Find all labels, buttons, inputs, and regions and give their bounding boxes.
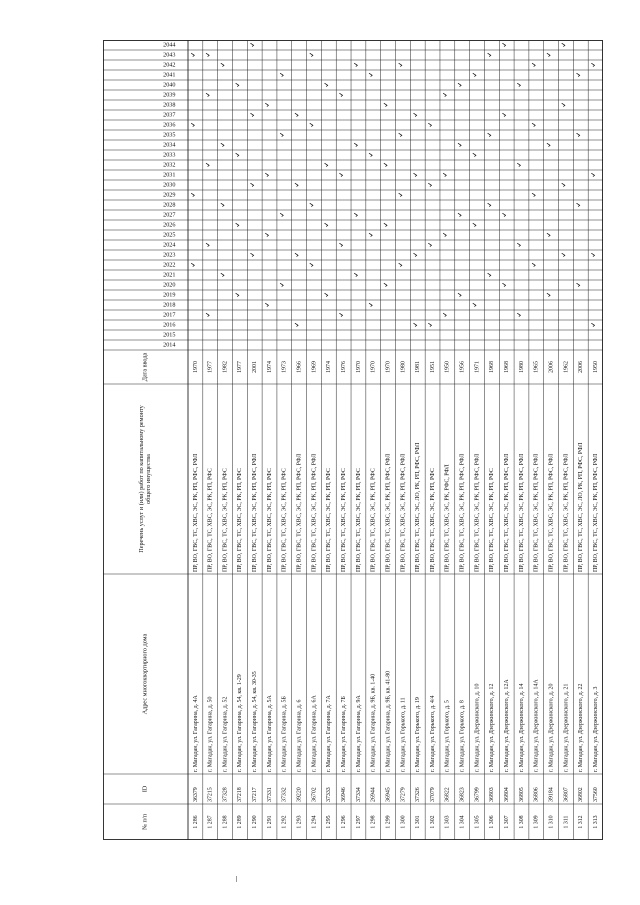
check-mark [384, 283, 387, 286]
cell-num: 1 313 [592, 815, 599, 829]
cell-num: 1 291 [266, 815, 273, 829]
cell-num: 1 290 [252, 815, 259, 829]
header-year: 2043 [163, 51, 176, 59]
check-mark [577, 73, 580, 76]
cell-id: 36803 [489, 787, 496, 802]
check-mark [488, 53, 491, 56]
check-mark [591, 173, 594, 176]
cell-services: ПР, ВО, ГВС, ТС, ХВС, ЭС, РК, РП, РФС [326, 468, 333, 572]
cell-services: ПР, ВО, ГВС, ТС, ХВС, ЭС, РК, РП, РФС, РФЛ [474, 453, 481, 572]
check-mark [206, 243, 209, 246]
check-mark [265, 233, 268, 236]
cell-address: г. Магадан, ул. Гагарина, д. 6 [296, 699, 303, 772]
cell-id: 36946 [340, 787, 347, 802]
header-date: Дата ввода [141, 352, 149, 382]
cell-services: ПР, ВО, ГВС, ТС, ХВС, ЭС, РК, РП, РФС, РФЛ [533, 453, 540, 572]
check-mark [250, 113, 253, 116]
cell-address: г. Магадан, ул. Горького, д. 4/4 [429, 695, 436, 772]
check-mark [310, 263, 313, 266]
cell-num: 1 289 [237, 815, 244, 829]
check-mark [325, 83, 328, 86]
cell-date: 1981 [415, 361, 422, 373]
table-border [104, 41, 603, 840]
cell-address: г. Магадан, ул. Дзержинского, д. 3 [592, 686, 599, 772]
header-year: 2022 [163, 261, 176, 269]
check-mark [547, 143, 550, 146]
cell-services: ПР, ВО, ГВС, ТС, ХВС, ЭС, РК, РП, РФС [489, 468, 496, 572]
cell-address: г. Магадан, ул. Гагарина, д. 5А [266, 695, 273, 772]
cell-date: 1968 [489, 361, 496, 373]
cell-id: 36805 [518, 787, 525, 802]
check-mark [339, 313, 342, 316]
cell-id: 26944 [370, 787, 377, 802]
check-mark [399, 63, 402, 66]
check-mark [517, 243, 520, 246]
cell-date: 1968 [504, 361, 511, 373]
check-mark [502, 113, 505, 116]
header-year: 2019 [163, 291, 176, 299]
check-mark [236, 293, 239, 296]
cell-date: 2006 [578, 361, 585, 373]
check-mark [384, 103, 387, 106]
check-mark [428, 123, 431, 126]
check-mark [413, 173, 416, 176]
cell-services: ПР, ВО, ГВС, ТС, ХВС, ЭС, РК, РП, РФС, РФЛ [252, 453, 259, 572]
check-mark [310, 203, 313, 206]
page-mark [236, 876, 237, 882]
check-mark [488, 203, 491, 206]
cell-services: ПР, ВО, ГВС, ТС, ХВС, ЭС, РК, РП, РФС [340, 468, 347, 572]
header-year: 2029 [163, 191, 176, 199]
header-year: 2041 [163, 71, 176, 79]
check-mark [250, 183, 253, 186]
check-mark [458, 83, 461, 86]
check-mark [473, 223, 476, 226]
cell-services: ПР, ВО, ГВС, ТС, ХВС, ЭС, РК, РП, РФС, РФЛ [592, 453, 599, 572]
check-mark [280, 73, 283, 76]
cell-services: ПР, ВО, ГВС, ТС, ХВС, ЭС, РК, РФС, РФЛ [444, 464, 451, 572]
header-num: № п/п [141, 814, 149, 830]
check-mark [532, 263, 535, 266]
check-mark [473, 73, 476, 76]
cell-num: 1 301 [415, 815, 422, 829]
check-mark [517, 163, 520, 166]
check-mark [369, 233, 372, 236]
cell-services: ПР, ВО, ГВС, ТС, ХВС, ЭС, РК, РП, РФС, РФЛ [563, 453, 570, 572]
check-mark [473, 303, 476, 306]
cell-services: ПР, ВО, ГВС, ТС, ХВС, ЭС, РК, РП, РФС, РФЛ [311, 453, 318, 572]
cell-address: г. Магадан, ул. Гагарина, д. 50 [207, 696, 214, 772]
check-mark [473, 153, 476, 156]
check-mark [413, 323, 416, 326]
cell-id: 37218 [237, 787, 244, 802]
cell-address: г. Магадан, ул. Дзержинского, д. 12А [504, 679, 511, 772]
check-mark [443, 233, 446, 236]
check-mark [458, 293, 461, 296]
cell-date: 1962 [563, 361, 570, 373]
cell-date: 1976 [340, 361, 347, 373]
check-mark [325, 293, 328, 296]
check-mark [413, 253, 416, 256]
check-mark [577, 133, 580, 136]
header-year: 2024 [163, 241, 176, 249]
cell-num: 1 286 [192, 815, 199, 829]
cell-id: 37560 [592, 787, 599, 802]
cell-date: 2006 [548, 361, 555, 373]
check-mark [428, 243, 431, 246]
check-mark [532, 63, 535, 66]
cell-date: 1982 [222, 361, 229, 373]
cell-id: 36702 [311, 787, 318, 802]
header-year: 2026 [163, 221, 176, 229]
cell-services: ПР, ВО, ГВС, ТС, ХВС, ЭС, РК, РП, РФС [429, 468, 436, 572]
cell-address: г. Магадан, ул. Гагарина, д. 7А [326, 695, 333, 772]
cell-address: г. Магадан, ул. Гагарина, д. 54, кв. 1-29 [237, 674, 244, 772]
cell-services: ПР, ВО, ГВС, ТС, ХВС, ЭС, РК, РП, РФС [355, 468, 362, 572]
cell-services: ПР, ВО, ГВС, ТС, ХВС, ЭС, РК, РП, РФС [281, 468, 288, 572]
check-mark [310, 53, 313, 56]
cell-services: ПР, ВО, ГВС, ТС, ХВС, ЭС, РК, РП, РФС, РФЛ [296, 453, 303, 572]
cell-date: 1970 [355, 361, 362, 373]
cell-id: 37333 [326, 787, 333, 802]
check-mark [547, 293, 550, 296]
cell-num: 1 295 [326, 815, 333, 829]
header-year: 2017 [163, 311, 176, 319]
check-mark [517, 313, 520, 316]
check-mark [191, 53, 194, 56]
cell-id: 36379 [192, 787, 199, 802]
check-mark [236, 83, 239, 86]
cell-address: г. Магадан, ул. Дзержинского, д. 12 [489, 683, 496, 772]
header-year: 2034 [163, 141, 176, 149]
cell-num: 1 303 [444, 815, 451, 829]
cell-services: ПР, ВО, ГВС, ТС, ХВС, ЭС, РК, РП, РФС, РФЛ [459, 453, 466, 572]
check-mark [354, 63, 357, 66]
header-year: 2040 [163, 81, 176, 89]
cell-num: 1 288 [222, 815, 229, 829]
cell-address: г. Магадан, ул. Гагарина, д. 5Б [281, 696, 288, 772]
check-mark [265, 103, 268, 106]
cell-num: 1 306 [489, 815, 496, 829]
check-mark [221, 143, 224, 146]
cell-services: ПР, ВО, ГВС, ТС, ХВС, ЭС, РК, РП, РФС, РФЛ [385, 453, 392, 572]
header-year: 2021 [163, 271, 176, 279]
check-mark [295, 113, 298, 116]
cell-id: 36807 [563, 787, 570, 802]
cell-id: 39184 [548, 787, 555, 802]
check-mark [399, 193, 402, 196]
cell-date: 1950 [592, 361, 599, 373]
cell-id: 37326 [415, 787, 422, 802]
cell-date: 1974 [326, 361, 333, 373]
check-mark [384, 163, 387, 166]
cell-date: 1966 [296, 361, 303, 373]
cell-address: г. Магадан, ул. Дзержинского, д. 10 [474, 683, 481, 772]
cell-id: 37328 [222, 787, 229, 802]
cell-date: 1969 [311, 361, 318, 373]
cell-date: 2001 [252, 361, 259, 373]
cell-address: г. Магадан, ул. Гагарина, д. 52 [222, 696, 229, 772]
check-mark [502, 213, 505, 216]
cell-id: 36822 [444, 787, 451, 802]
cell-services: ПР, ВО, ГВС, ТС, ХВС, ЭС, РК, РП, РФС, РФЛ [548, 453, 555, 572]
check-mark [206, 53, 209, 56]
check-mark [265, 303, 268, 306]
header-year: 2036 [163, 121, 176, 129]
cell-address: г. Магадан, ул. Гагарина, д. 9Б, кв. 1-40 [370, 673, 377, 772]
cell-date: 1973 [281, 361, 288, 373]
check-mark [562, 183, 565, 186]
cell-num: 1 297 [355, 815, 362, 829]
header-year: 2023 [163, 251, 176, 259]
check-mark [295, 323, 298, 326]
cell-num: 1 304 [459, 815, 466, 829]
cell-num: 1 299 [385, 815, 392, 829]
check-mark [488, 133, 491, 136]
header-year: 2015 [163, 331, 176, 339]
cell-date: 1951 [429, 361, 436, 373]
header-year: 2014 [163, 341, 176, 349]
cell-date: 1970 [192, 361, 199, 373]
cell-address: г. Магадан, ул. Горького, д. 5 [444, 700, 451, 772]
check-mark [547, 53, 550, 56]
cell-id: 36804 [504, 787, 511, 802]
cell-address: г. Магадан, ул. Гагарина, д. 54, кв. 30-35 [252, 671, 259, 772]
cell-id: 37079 [429, 787, 436, 802]
cell-services: ПР, ВО, ГВС, ТС, ХВС, ЭС, ЛО, РК, РП, РФС, РФЛ [578, 442, 585, 572]
check-mark [577, 203, 580, 206]
cell-date: 1950 [444, 361, 451, 373]
check-mark [191, 123, 194, 126]
cell-id: 37332 [281, 787, 288, 802]
check-mark [339, 173, 342, 176]
header-year: 2032 [163, 161, 176, 169]
cell-id: 36823 [459, 787, 466, 802]
check-mark [502, 283, 505, 286]
cell-id: 39220 [296, 787, 303, 802]
cell-num: 1 298 [370, 815, 377, 829]
cell-services: ПР, ВО, ГВС, ТС, ХВС, ЭС, РК, РП, РФС [266, 468, 273, 572]
check-mark [236, 153, 239, 156]
check-mark [562, 43, 565, 46]
cell-num: 1 308 [518, 815, 525, 829]
cell-id: 37217 [252, 787, 259, 802]
check-mark [250, 43, 253, 46]
check-mark [369, 73, 372, 76]
check-mark [354, 143, 357, 146]
check-mark [428, 323, 431, 326]
header-year: 2035 [163, 131, 176, 139]
cell-date: 1970 [385, 361, 392, 373]
check-mark [547, 233, 550, 236]
cell-num: 1 311 [563, 815, 570, 829]
cell-services: ПР, ВО, ГВС, ТС, ХВС, ЭС, РК, РП, РФС [370, 468, 377, 572]
cell-num: 1 312 [578, 815, 585, 829]
check-mark [532, 123, 535, 126]
cell-address: г. Магадан, ул. Гагарина, д. 4А [192, 695, 199, 772]
cell-num: 1 287 [207, 815, 214, 829]
header-year: 2044 [163, 41, 176, 49]
check-mark [399, 133, 402, 136]
cell-services: ПР, ВО, ГВС, ТС, ХВС, ЭС, РК, РП, РФС, РФЛ [518, 453, 525, 572]
check-mark [250, 253, 253, 256]
check-mark [384, 223, 387, 226]
check-mark [221, 273, 224, 276]
header-id: ID [141, 785, 149, 793]
cell-id: 37215 [207, 787, 214, 802]
cell-address: г. Магадан, ул. Горького, д. 11 [400, 697, 407, 772]
cell-services: ПР, ВО, ГВС, ТС, ХВС, ЭС, РК, РП, РФС, РФЛ [192, 453, 199, 572]
header-year: 2033 [163, 151, 176, 159]
cell-date: 1971 [474, 361, 481, 373]
cell-address: г. Магадан, ул. Гагарина, д. 6А [311, 695, 318, 772]
check-mark [280, 133, 283, 136]
cell-id: 37334 [355, 787, 362, 802]
check-mark [206, 93, 209, 96]
header-year: 2025 [163, 231, 176, 239]
cell-address: г. Магадан, ул. Гагарина, д. 9Б, кв. 41-80 [385, 670, 392, 772]
cell-num: 1 300 [400, 815, 407, 829]
cell-id: 36945 [385, 787, 392, 802]
cell-id: 36799 [474, 787, 481, 802]
check-mark [191, 263, 194, 266]
cell-address: г. Магадан, ул. Дзержинского, д. 14 [518, 683, 525, 772]
check-mark [369, 303, 372, 306]
check-mark [339, 93, 342, 96]
cell-address: г. Магадан, ул. Горького, д. 8 [459, 700, 466, 772]
check-mark [488, 273, 491, 276]
check-mark [369, 153, 372, 156]
check-mark [310, 123, 313, 126]
cell-date: 1974 [266, 361, 273, 373]
cell-date: 1970 [370, 361, 377, 373]
header-year: 2038 [163, 101, 176, 109]
check-mark [428, 183, 431, 186]
header-year: 2037 [163, 111, 176, 119]
check-mark [443, 93, 446, 96]
header-year: 2016 [163, 321, 176, 329]
check-mark [295, 183, 298, 186]
cell-address: г. Магадан, ул. Гагарина, д. 9А [355, 695, 362, 772]
cell-services: ПР, ВО, ГВС, ТС, ХВС, ЭС, РК, РП, РФС [207, 468, 214, 572]
check-mark [591, 323, 594, 326]
cell-address: г. Магадан, ул. Дзержинского, д. 22 [578, 683, 585, 772]
check-mark [191, 193, 194, 196]
check-mark [221, 203, 224, 206]
cell-address: г. Магадан, ул. Дзержинского, д. 20 [548, 683, 555, 772]
cell-date: 1980 [518, 361, 525, 373]
check-mark [502, 43, 505, 46]
check-mark [399, 263, 402, 266]
cell-num: 1 310 [548, 815, 555, 829]
check-mark [517, 83, 520, 86]
check-mark [562, 103, 565, 106]
check-mark [458, 143, 461, 146]
header-year: 2027 [163, 211, 176, 219]
cell-services: ПР, ВО, ГВС, ТС, ХВС, ЭС, ЛО, РК, РП, РФС, РФЛ [415, 442, 422, 572]
check-mark [206, 313, 209, 316]
check-mark [325, 163, 328, 166]
cell-address: г. Магадан, ул. Горького, д. 19 [415, 697, 422, 772]
cell-num: 1 305 [474, 815, 481, 829]
cell-address: г. Магадан, ул. Дзержинского, д. 21 [563, 683, 570, 772]
check-mark [339, 243, 342, 246]
check-mark [265, 173, 268, 176]
cell-services: ПР, ВО, ГВС, ТС, ХВС, ЭС, РК, РП, РФС [237, 468, 244, 572]
check-mark [354, 213, 357, 216]
header-year: 2039 [163, 91, 176, 99]
cell-date: 1977 [207, 361, 214, 373]
cell-id: 37279 [400, 787, 407, 802]
cell-address: г. Магадан, ул. Дзержинского, д. 14А [533, 679, 540, 772]
check-mark [532, 193, 535, 196]
header-year: 2028 [163, 201, 176, 209]
rotated-table-sheet [103, 40, 603, 840]
check-mark [221, 63, 224, 66]
cell-id: 37331 [266, 787, 273, 802]
capital-repair-table [103, 40, 603, 840]
header-address: Адрес многоквартирного дома [141, 633, 149, 715]
cell-services: ПР, ВО, ГВС, ТС, ХВС, ЭС, РК, РП, РФС, РФЛ [400, 453, 407, 572]
check-mark [577, 283, 580, 286]
check-mark [236, 223, 239, 226]
check-mark [280, 213, 283, 216]
cell-date: 1980 [400, 361, 407, 373]
cell-services: ПР, ВО, ГВС, ТС, ХВС, ЭС, РК, РП, РФС [222, 468, 229, 572]
header-year: 2042 [163, 61, 176, 69]
cell-date: 1956 [459, 361, 466, 373]
cell-services: ПР, ВО, ГВС, ТС, ХВС, ЭС, РК, РП, РФС, РФЛ [504, 453, 511, 572]
header-year: 2018 [163, 301, 176, 309]
cell-num: 1 296 [340, 815, 347, 829]
check-mark [591, 63, 594, 66]
header-services: Перечень услуг и (или) работ по капитальному ремонтуобщего имущества [138, 405, 153, 553]
check-mark [591, 253, 594, 256]
cell-num: 1 302 [429, 815, 436, 829]
check-mark [458, 213, 461, 216]
check-mark [562, 253, 565, 256]
check-mark [280, 283, 283, 286]
cell-date: 1965 [533, 361, 540, 373]
check-mark [325, 223, 328, 226]
cell-address: г. Магадан, ул. Гагарина, д. 7Б [340, 696, 347, 772]
cell-date: 1977 [237, 361, 244, 373]
cell-id: 36802 [578, 787, 585, 802]
cell-num: 1 292 [281, 815, 288, 829]
header-year: 2031 [163, 171, 176, 179]
check-mark [443, 173, 446, 176]
cell-id: 36806 [533, 787, 540, 802]
check-mark [443, 313, 446, 316]
check-mark [354, 273, 357, 276]
check-mark [206, 163, 209, 166]
header-year: 2030 [163, 181, 176, 189]
cell-num: 1 309 [533, 815, 540, 829]
cell-num: 1 294 [311, 815, 318, 829]
cell-num: 1 307 [504, 815, 511, 829]
header-year: 2020 [163, 281, 176, 289]
cell-num: 1 293 [296, 815, 303, 829]
check-mark [295, 253, 298, 256]
check-mark [413, 113, 416, 116]
